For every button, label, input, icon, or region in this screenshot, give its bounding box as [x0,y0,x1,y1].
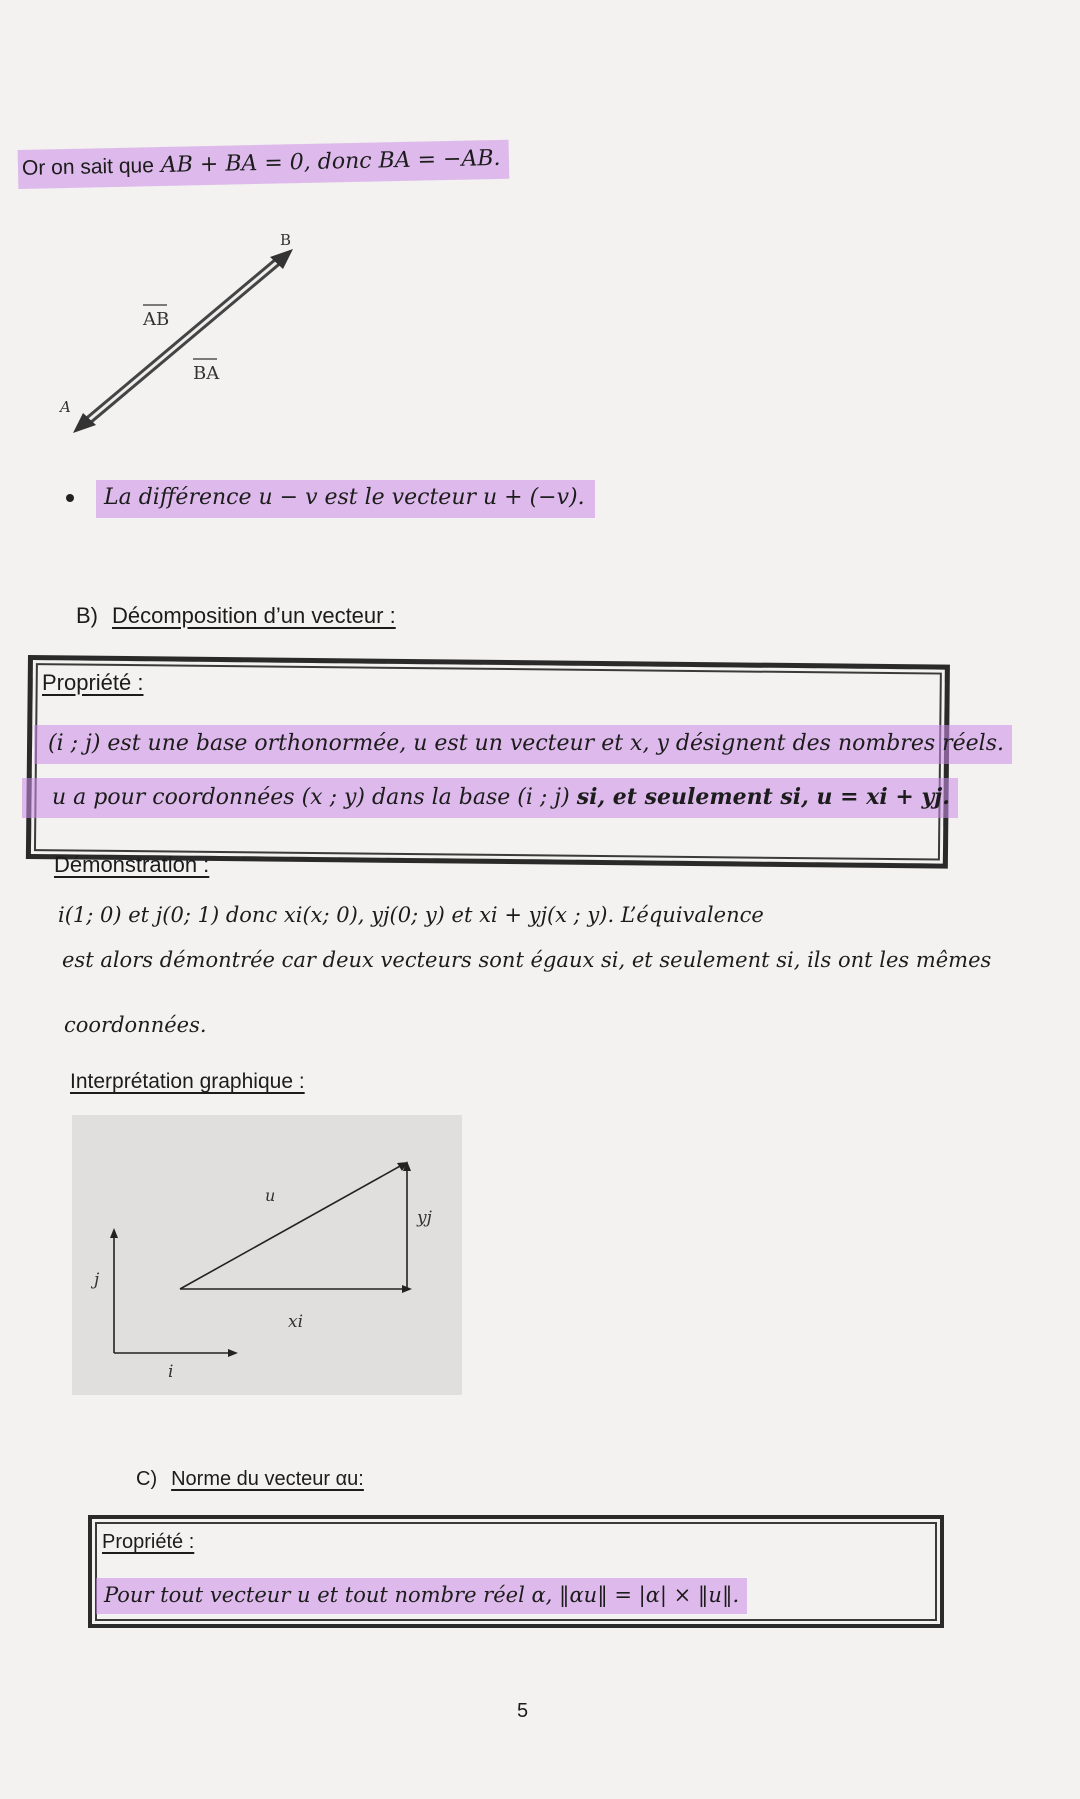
label-ba: BA [193,363,220,384]
section-b-letter: B) [76,603,98,628]
vector-u [180,1165,402,1289]
property-line2-plain: u a pour coordonnées (x ; y) dans la base (i ; j) [52,785,570,810]
demonstration-line-3: coordonnées. [64,1013,207,1037]
section-c-title: Norme du vecteur αu: [171,1468,364,1490]
label-ab: AB [143,309,170,330]
section-c-letter: C) [136,1468,158,1490]
interpretation-title: Interprétation graphique : [70,1070,305,1093]
demonstration-title: Démonstration : [54,852,210,877]
label-j: j [94,1270,100,1290]
property-line-base: (i ; j) est une base orthonormée, u est un vecteur et x, y désignent des nombres réels. [34,725,1012,764]
difference-text: La différence u − v est le vecteur u + (−v). [96,480,595,518]
statement-prefix: Or on sait que [21,154,155,180]
label-xi: xi [288,1312,304,1332]
demonstration-line-2: est alors démontrée car deux vecteurs sont égaux si, et seulement si, ils ont les mêmes [62,948,992,972]
difference-bullet [66,485,595,510]
property-norm-line: Pour tout vecteur u et tout nombre réel α, ‖αu‖ = |α| × ‖u‖. [96,1578,747,1614]
label-a: A [60,398,71,416]
bullet-dot [66,494,74,502]
label-b: B [280,231,292,249]
section-b-heading [76,603,396,629]
property-line-coordinates [22,778,958,818]
label-yj: yj [417,1208,432,1228]
vector-sum-statement [18,140,509,189]
segment-ab-inner [83,257,283,425]
demonstration-line-1: i(1; 0) et j(0; 1) donc xi(x; 0), yj(0; y) et xi + yj(x ; y). L’équivalence [58,903,764,927]
property-title: Propriété : [42,670,144,695]
arrowhead-i [228,1349,238,1357]
opposite-vectors-figure [55,225,315,440]
section-c-heading [136,1468,364,1491]
label-u: u [265,1186,276,1205]
property-line2-bold: si, et seulement si, u = xi + yj. [576,784,950,810]
vector-decomposition-figure [72,1115,462,1395]
property-norm-title: Propriété : [102,1531,195,1553]
page-number: 5 [517,1700,529,1722]
label-i: i [168,1362,174,1382]
statement-math: AB + BA = 0, donc BA = −AB. [160,145,501,179]
section-b-title: Décomposition d’un vecteur : [112,603,396,628]
arrowhead-j [110,1228,118,1238]
